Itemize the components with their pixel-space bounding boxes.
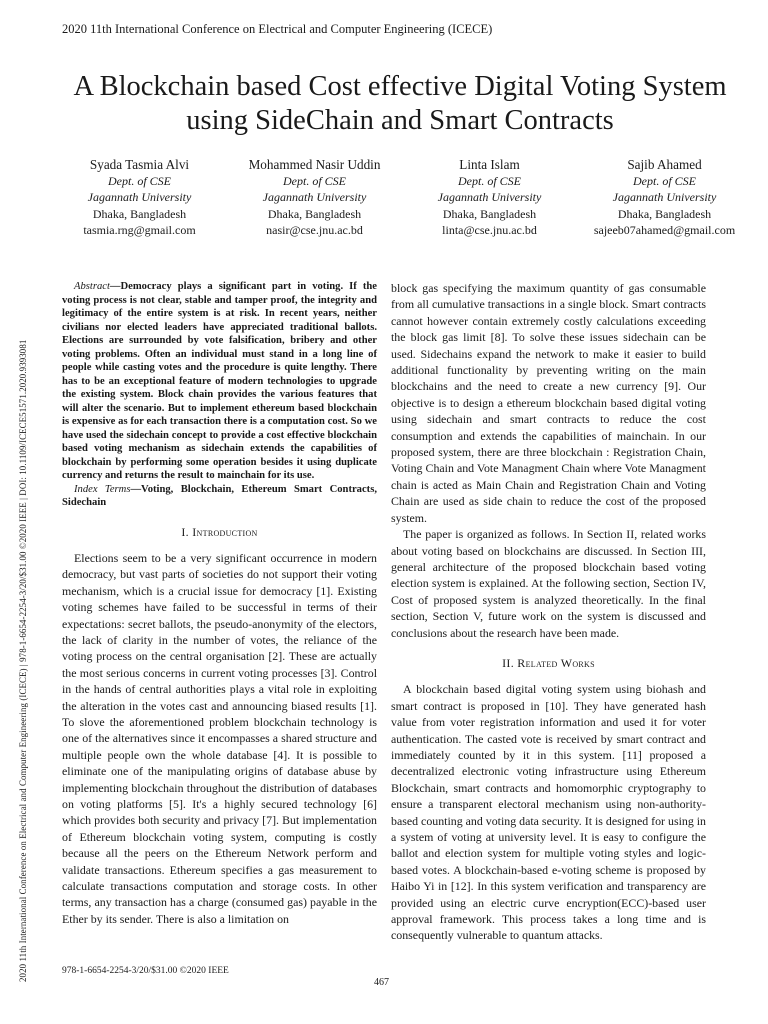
author-4 [577, 156, 752, 239]
author-name: Linta Islam [459, 157, 520, 172]
author-1 [52, 156, 227, 239]
abstract [62, 280, 377, 483]
author-dept: Dept. of CSE [108, 174, 171, 188]
index-terms-label: Index Terms [74, 483, 131, 495]
paper-title: A Blockchain based Cost effective Digital Voting System using SideChain and Smart Contracts [73, 71, 727, 136]
author-block [52, 156, 752, 239]
author-dept: Dept. of CSE [458, 174, 521, 188]
organization-paragraph: The paper is organized as follows. In Section II, related works about voting based on blockchains are discussed. In Section III, general architecture of the proposed blockchain based voting election system is explained. At the following section, Section IV, Cost of proposed system is analyzed theoretically. In the final section, Section V, future work on the system is discussed and conclusions about the research have been made. [391, 527, 706, 640]
author-email: nasir@cse.jnu.ac.bd [266, 223, 363, 238]
author-location: Dhaka, Bangladesh [267, 206, 362, 221]
index-terms [62, 483, 377, 510]
right-column [391, 280, 706, 944]
side-margin-citation: 2020 11th International Conference on Electrical and Computer Engineering (ICECE) | 978-1-6654-2254-3/20/$31.00 ©2020 IEEE | DOI: 10.1109/ICECE51571.2020.9393081 [18, 339, 28, 982]
related-works-paragraph: A blockchain based digital voting system using biohash and smart contract is proposed in [10]. They have generated hash value from voter registration information and used it for voter authentication. The casted vote is received by smart contract and immediately counted by it in this system. [11] proposed a decentralized electronic voting infrastructure using Ethereum Blockchain, smart contracts and homomorphic cryptography to ensure a transparent electoral mechanism using non-authority-based counting and voting data security. It is designed for using in a system of voting at university level. It is easy to configure the ballot and election system for multiple voting styles and logic-based votes. A blockchain-based e-voting scheme is proposed by Haibo Yi in [12]. In this system verification and transparency are provided using an electric curve encryption(ECC)-based user approval framework. This process takes a long time and is consequently vulnerable to quantum attacks. [391, 682, 706, 943]
section-heading-introduction: I. Introduction [181, 524, 258, 539]
author-name: Sajib Ahamed [627, 157, 702, 172]
author-dept: Dept. of CSE [283, 174, 346, 188]
conference-header: 2020 11th International Conference on Electrical and Computer Engineering (ICECE) [62, 22, 493, 36]
index-terms-text: —Voting, Blockchain, Ethereum Smart Contracts, Sidechain [62, 483, 377, 508]
left-column [62, 280, 377, 927]
author-name: Mohammed Nasir Uddin [248, 157, 381, 172]
author-location: Dhaka, Bangladesh [92, 206, 187, 221]
abstract-label: Abstract [74, 281, 110, 292]
author-university: Jagannath University [87, 190, 192, 205]
author-name: Syada Tasmia Alvi [89, 157, 190, 172]
page-number: 467 [374, 977, 389, 988]
author-university: Jagannath University [262, 190, 367, 205]
author-email: tasmia.rng@gmail.com [83, 223, 196, 238]
author-dept: Dept. of CSE [633, 174, 696, 188]
author-email: sajeeb07ahamed@gmail.com [593, 223, 736, 238]
author-location: Dhaka, Bangladesh [617, 206, 712, 221]
author-email: linta@cse.jnu.ac.bd [442, 223, 537, 238]
abstract-text: —Democracy plays a significant part in voting. If the voting process is not clear, stable and tamper proof, the integrity and legitimacy of the entire system is at risk. In recent years, neither civilians nor elected leaders have appreciated traditional ballots. Elections are surrounded by vote falsification, bribery and other voting problems. Often an individual must stand in a long line of people while casting votes and the procedure is quite lengthy. There has to be an exceptional feature of modern technologies to upgrade the existing system. Block chain provides the various features that will alter the scenario. But to implement ethereum based blockchain is expensive as for each transaction there is a computation cost. So we have used the sidechain concept to provide a cost effective blockchain based voting mechanism as sidechain extends the capabilities of blockchain by performing some operation besides it using duplicate currency and returns the result to mainchain for its use. [62, 281, 377, 481]
footer-isbn: 978-1-6654-2254-3/20/$31.00 ©2020 IEEE [62, 966, 229, 976]
introduction-paragraph: Elections seem to be a very significant occurrence in modern democracy, but vast parts of societies do not support their voting mechanism, which is a crucial issue for democracy [1]. Existing voting schemes have failed to be successful in terms of their expectations: secret ballots, the pseudo-anonymity of the electors, the lack of clarity in the number of votes, the reliance of the voting process on the central organisation [2]. These are actually the most serious concerns in current voting processes [3]. Control in the hands of central authorities plays a vital role in exploiting the alteration in the votes cast and announcing biased results [1]. To slove the aforementioned problem blockchain technology is one of the alternatives since it encompasses a shared structure and multiple people own the whole database [4]. It is possible to eliminate one of the manipulating origins of database abuse by implementing blockchain throughout the distribution of databases on voting platforms [5]. It's a highly secured technology [6] which provides both security and privacy [7]. But implementation of Ethereum blockchain voting system, computing is costly because all the peers on the Ethereum Network perform and validate transactions. Ethereum specifies a gas measurement to calculate transactions computation and storage costs. In other terms, any transaction has a charge (consumed gas) payable in the Ether by its sender. There is also a limitation on [62, 550, 377, 926]
author-location: Dhaka, Bangladesh [442, 206, 537, 221]
author-university: Jagannath University [437, 190, 542, 205]
author-3 [402, 156, 577, 239]
author-university: Jagannath University [612, 190, 717, 205]
author-2 [227, 156, 402, 239]
introduction-continuation: block gas specifying the maximum quantity of gas consumable from all cumulative transactions in a single block. Smart contracts cannot however contain extremely costly calculations exceeding the block gas limit [8]. To solve these issues sidechain can be used. Sidechains expand the network to make it easier to build additional functionality by preventing writing on the main blockchains and the need to create a new currency [9]. Our objective is to design a ethereum blockchain based digital voting using sidechain and smart contracts to reduce the cost consumption and extends the capabilities of mainchain. In our proposed system, there are three blockchain : Registration Chain, Voting Chain and Vote Managment Chain where Vote Managment chain is acted as Main Chain and Registration Chain and Voting Chain are used as side chain to reduce the cost of the proposed system. [391, 281, 707, 525]
section-heading-related-works: II. Related Works [502, 655, 595, 670]
